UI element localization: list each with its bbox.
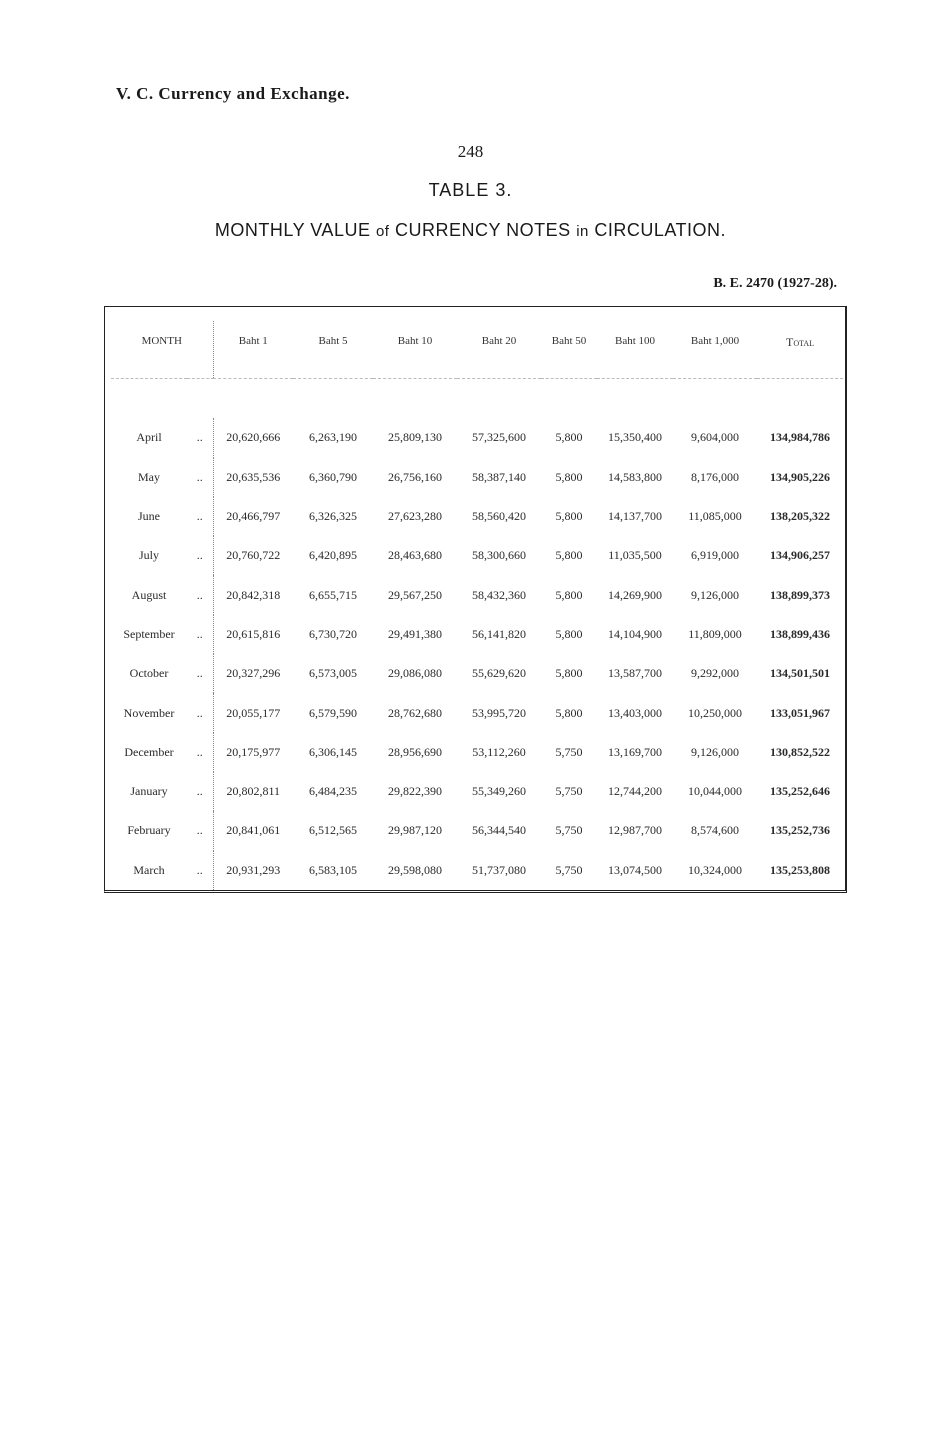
table-row (111, 536, 843, 575)
table-row (111, 615, 843, 654)
leader-dots: .. (187, 654, 213, 693)
baht-100-cell: 14,137,700 (608, 509, 662, 524)
header-baht-10: Baht 10 (397, 335, 433, 347)
month-cell: September (123, 626, 175, 641)
header-baht-1: Baht 1 (238, 335, 268, 347)
leader-dots: .. (187, 811, 213, 850)
baht-5-cell: 6,306,145 (309, 744, 357, 759)
total-cell: 135,252,646 (770, 784, 830, 799)
baht-1-cell: 20,635,536 (226, 469, 281, 484)
total-cell: 135,253,808 (770, 862, 830, 877)
baht-100-cell: 13,169,700 (608, 744, 662, 759)
leader-dots: .. (187, 772, 213, 811)
table-row (111, 811, 843, 850)
baht-5-cell: 6,512,565 (309, 823, 357, 838)
table-title-part2: CURRENCY NOTES (389, 220, 577, 240)
baht-50-cell: 5,800 (555, 548, 583, 563)
baht-1-cell: 20,327,296 (226, 666, 281, 681)
baht-50-cell: 5,800 (555, 469, 583, 484)
total-cell: 135,252,736 (770, 823, 830, 838)
baht-10-cell: 28,956,690 (388, 744, 442, 759)
currency-table (111, 321, 843, 890)
baht-100-cell: 14,583,800 (608, 469, 662, 484)
baht-1-cell: 20,466,797 (226, 509, 281, 524)
total-cell: 134,984,786 (770, 430, 830, 445)
baht-1000-cell: 9,292,000 (691, 666, 739, 681)
baht-1-cell: 20,760,722 (226, 548, 281, 563)
baht-50-cell: 5,750 (555, 744, 583, 759)
month-cell: July (138, 548, 159, 563)
baht-1-cell: 20,802,811 (226, 784, 281, 799)
header-baht-5: Baht 5 (318, 335, 348, 347)
era-label: B. E. 2470 (1927-28). (713, 276, 837, 291)
header-baht-100: Baht 100 (614, 335, 656, 347)
month-cell: February (127, 823, 171, 838)
header-total: Total (785, 335, 815, 349)
baht-20-cell: 56,141,820 (472, 626, 526, 641)
month-cell: January (130, 784, 168, 799)
baht-20-cell: 57,325,600 (472, 430, 526, 445)
total-cell: 134,501,501 (770, 666, 830, 681)
baht-100-cell: 14,269,900 (608, 587, 662, 602)
baht-100-cell: 13,403,000 (608, 705, 662, 720)
baht-50-cell: 5,800 (555, 705, 583, 720)
table-row (111, 693, 843, 732)
table-title-part1: MONTHLY VALUE (214, 220, 376, 240)
baht-1-cell: 20,841,061 (226, 823, 281, 838)
total-cell: 138,899,373 (770, 587, 830, 602)
baht-1-cell: 20,620,666 (226, 430, 281, 445)
total-cell: 138,899,436 (770, 626, 830, 641)
table-title-of: of (375, 223, 390, 240)
baht-1-cell: 20,615,816 (226, 626, 281, 641)
baht-20-cell: 51,737,080 (472, 862, 526, 877)
baht-5-cell: 6,579,590 (309, 705, 357, 720)
total-cell: 138,205,322 (770, 509, 830, 524)
baht-10-cell: 29,822,390 (388, 784, 442, 799)
table-title-part3: CIRCULATION. (588, 220, 727, 240)
header-baht-1000: Baht 1,000 (690, 335, 740, 347)
table-row (111, 497, 843, 536)
leader-dots: .. (187, 536, 213, 575)
baht-50-cell: 5,800 (555, 626, 583, 641)
baht-1000-cell: 8,176,000 (691, 469, 739, 484)
page-number: 248 (457, 142, 484, 161)
baht-1000-cell: 8,574,600 (691, 823, 739, 838)
baht-5-cell: 6,573,005 (309, 666, 357, 681)
baht-1000-cell: 10,250,000 (688, 705, 742, 720)
month-cell: June (138, 509, 160, 524)
baht-20-cell: 53,112,260 (472, 744, 526, 759)
table-row (111, 654, 843, 693)
baht-5-cell: 6,655,715 (309, 587, 357, 602)
baht-50-cell: 5,750 (555, 784, 583, 799)
table-frame (104, 306, 847, 893)
table-row (111, 851, 843, 890)
table-row (111, 733, 843, 772)
month-cell: November (123, 705, 175, 720)
total-cell: 130,852,522 (770, 744, 830, 759)
section-header: V. C. Currency and Exchange. (116, 84, 350, 103)
leader-dots: .. (187, 575, 213, 614)
baht-20-cell: 58,560,420 (472, 509, 526, 524)
table-body (111, 418, 843, 890)
table-row (111, 418, 843, 457)
baht-100-cell: 13,587,700 (608, 666, 662, 681)
baht-100-cell: 12,987,700 (608, 823, 662, 838)
leader-dots: .. (187, 418, 213, 457)
baht-1000-cell: 6,919,000 (691, 548, 739, 563)
baht-10-cell: 27,623,280 (388, 509, 442, 524)
baht-50-cell: 5,800 (555, 430, 583, 445)
baht-10-cell: 28,762,680 (388, 705, 442, 720)
leader-dots: .. (187, 733, 213, 772)
table-header-row (111, 321, 843, 379)
baht-1000-cell: 10,324,000 (688, 862, 742, 877)
baht-100-cell: 14,104,900 (608, 626, 662, 641)
leader-dots: .. (187, 693, 213, 732)
baht-1-cell: 20,055,177 (226, 705, 281, 720)
header-month: MONTH (111, 321, 213, 379)
baht-50-cell: 5,750 (555, 862, 583, 877)
baht-20-cell: 58,387,140 (472, 469, 526, 484)
baht-20-cell: 55,629,620 (472, 666, 526, 681)
baht-100-cell: 15,350,400 (608, 430, 662, 445)
table-row (111, 772, 843, 811)
table-title (0, 220, 941, 241)
table-number: TABLE 3. (428, 180, 513, 200)
baht-10-cell: 28,463,680 (388, 548, 442, 563)
month-cell: October (129, 666, 169, 681)
month-cell: March (133, 862, 165, 877)
table-row (111, 458, 843, 497)
baht-20-cell: 56,344,540 (472, 823, 526, 838)
baht-1000-cell: 11,085,000 (688, 509, 742, 524)
header-baht-50: Baht 50 (551, 335, 587, 347)
baht-20-cell: 53,995,720 (472, 705, 526, 720)
baht-10-cell: 29,086,080 (388, 666, 442, 681)
month-cell: April (136, 430, 162, 445)
baht-5-cell: 6,583,105 (309, 862, 357, 877)
baht-1000-cell: 9,604,000 (691, 430, 739, 445)
leader-dots: .. (187, 615, 213, 654)
baht-1000-cell: 10,044,000 (688, 784, 742, 799)
baht-5-cell: 6,326,325 (309, 509, 357, 524)
baht-1-cell: 20,842,318 (226, 587, 281, 602)
baht-5-cell: 6,360,790 (309, 469, 357, 484)
total-cell: 133,051,967 (770, 705, 830, 720)
baht-5-cell: 6,263,190 (309, 430, 357, 445)
baht-1000-cell: 9,126,000 (691, 587, 739, 602)
baht-20-cell: 58,300,660 (472, 548, 526, 563)
baht-50-cell: 5,800 (555, 666, 583, 681)
baht-50-cell: 5,800 (555, 509, 583, 524)
baht-5-cell: 6,484,235 (309, 784, 357, 799)
baht-100-cell: 12,744,200 (608, 784, 662, 799)
total-cell: 134,905,226 (770, 469, 830, 484)
baht-10-cell: 26,756,160 (388, 469, 442, 484)
month-cell: December (124, 744, 174, 759)
baht-100-cell: 11,035,500 (608, 548, 662, 563)
header-baht-20: Baht 20 (481, 335, 517, 347)
baht-50-cell: 5,800 (555, 587, 583, 602)
baht-20-cell: 55,349,260 (472, 784, 526, 799)
baht-10-cell: 29,987,120 (388, 823, 442, 838)
baht-10-cell: 29,567,250 (388, 587, 442, 602)
baht-5-cell: 6,420,895 (309, 548, 357, 563)
leader-dots: .. (187, 458, 213, 497)
total-cell: 134,906,257 (770, 548, 830, 563)
leader-dots: .. (187, 497, 213, 536)
baht-10-cell: 29,491,380 (388, 626, 442, 641)
table-row (111, 575, 843, 614)
table-title-in: in (576, 223, 589, 240)
baht-100-cell: 13,074,500 (608, 862, 662, 877)
leader-dots: .. (187, 851, 213, 890)
header-rule (111, 379, 843, 419)
baht-1000-cell: 9,126,000 (691, 744, 739, 759)
baht-50-cell: 5,750 (555, 823, 583, 838)
baht-20-cell: 58,432,360 (472, 587, 526, 602)
month-cell: May (138, 469, 160, 484)
baht-1-cell: 20,931,293 (226, 862, 281, 877)
month-cell: August (131, 587, 167, 602)
baht-5-cell: 6,730,720 (309, 626, 357, 641)
baht-1-cell: 20,175,977 (226, 744, 281, 759)
baht-1000-cell: 11,809,000 (688, 626, 742, 641)
baht-10-cell: 25,809,130 (388, 430, 442, 445)
baht-10-cell: 29,598,080 (388, 862, 442, 877)
